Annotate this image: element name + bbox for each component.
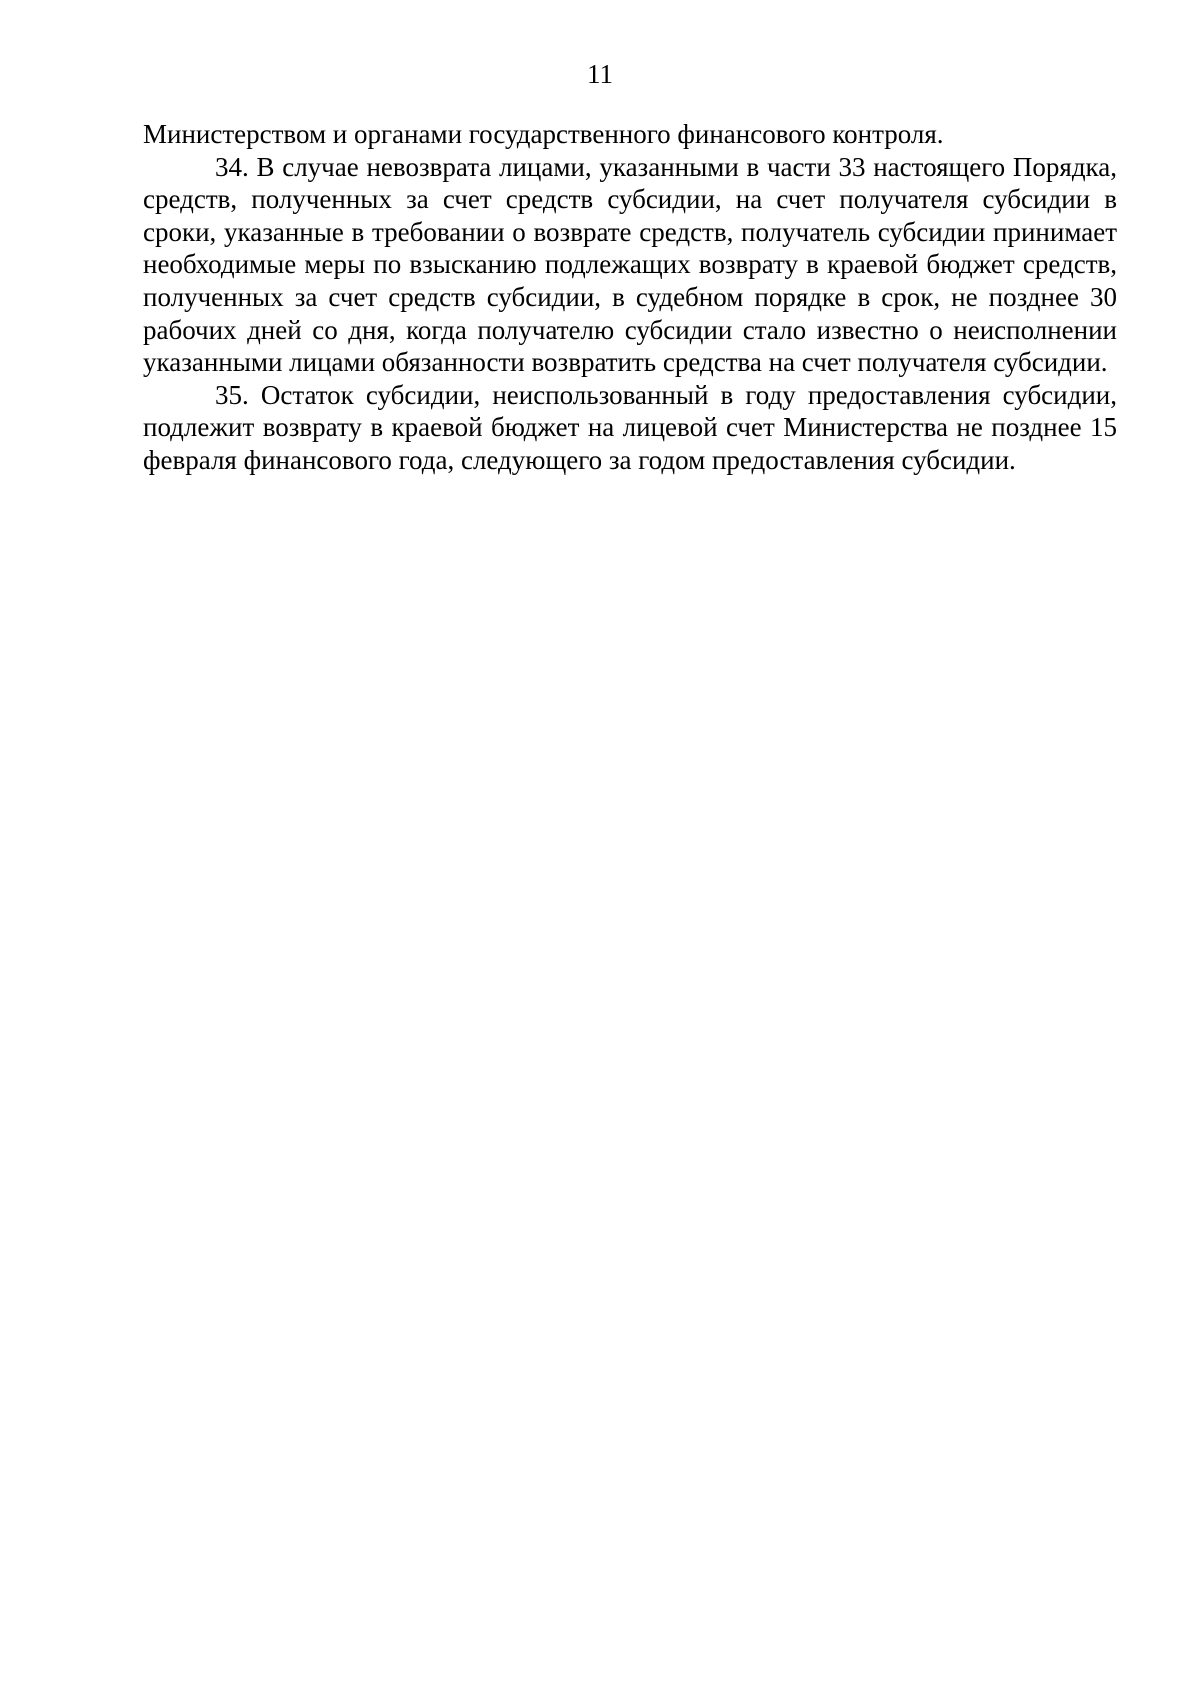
paragraph-continuation: Министерством и органами государственного финансового контроля.: [143, 119, 944, 149]
document-body: [143, 118, 1117, 477]
paragraph-35: 35. Остаток субсидии, неиспользованный в году предоставления субсидии, подлежит возврату в краевой бюджет на лицевой счет Министерства не позднее 15 февраля финансового года, следующего за годом предоставления субсидии.: [143, 379, 1117, 475]
page-number: 11: [587, 59, 613, 89]
paragraph-34: 34. В случае невозврата лицами, указанными в части 33 настоящего Порядка, средств, полученных за счет средств субсидии, на счет получателя субсидии в сроки, указанные в требовании о возврате средств, получатель субсидии принимает необходимые меры по взысканию подлежащих возврату в краевой бюджет средств, полученных за счет средств субсидии, в судебном порядке в срок, не позднее 30 рабочих дней со дня, когда получателю субсидии стало известно о неисполнении указанными лицами обязанности возвратить средства на счет получателя субсидии.: [143, 151, 1117, 378]
